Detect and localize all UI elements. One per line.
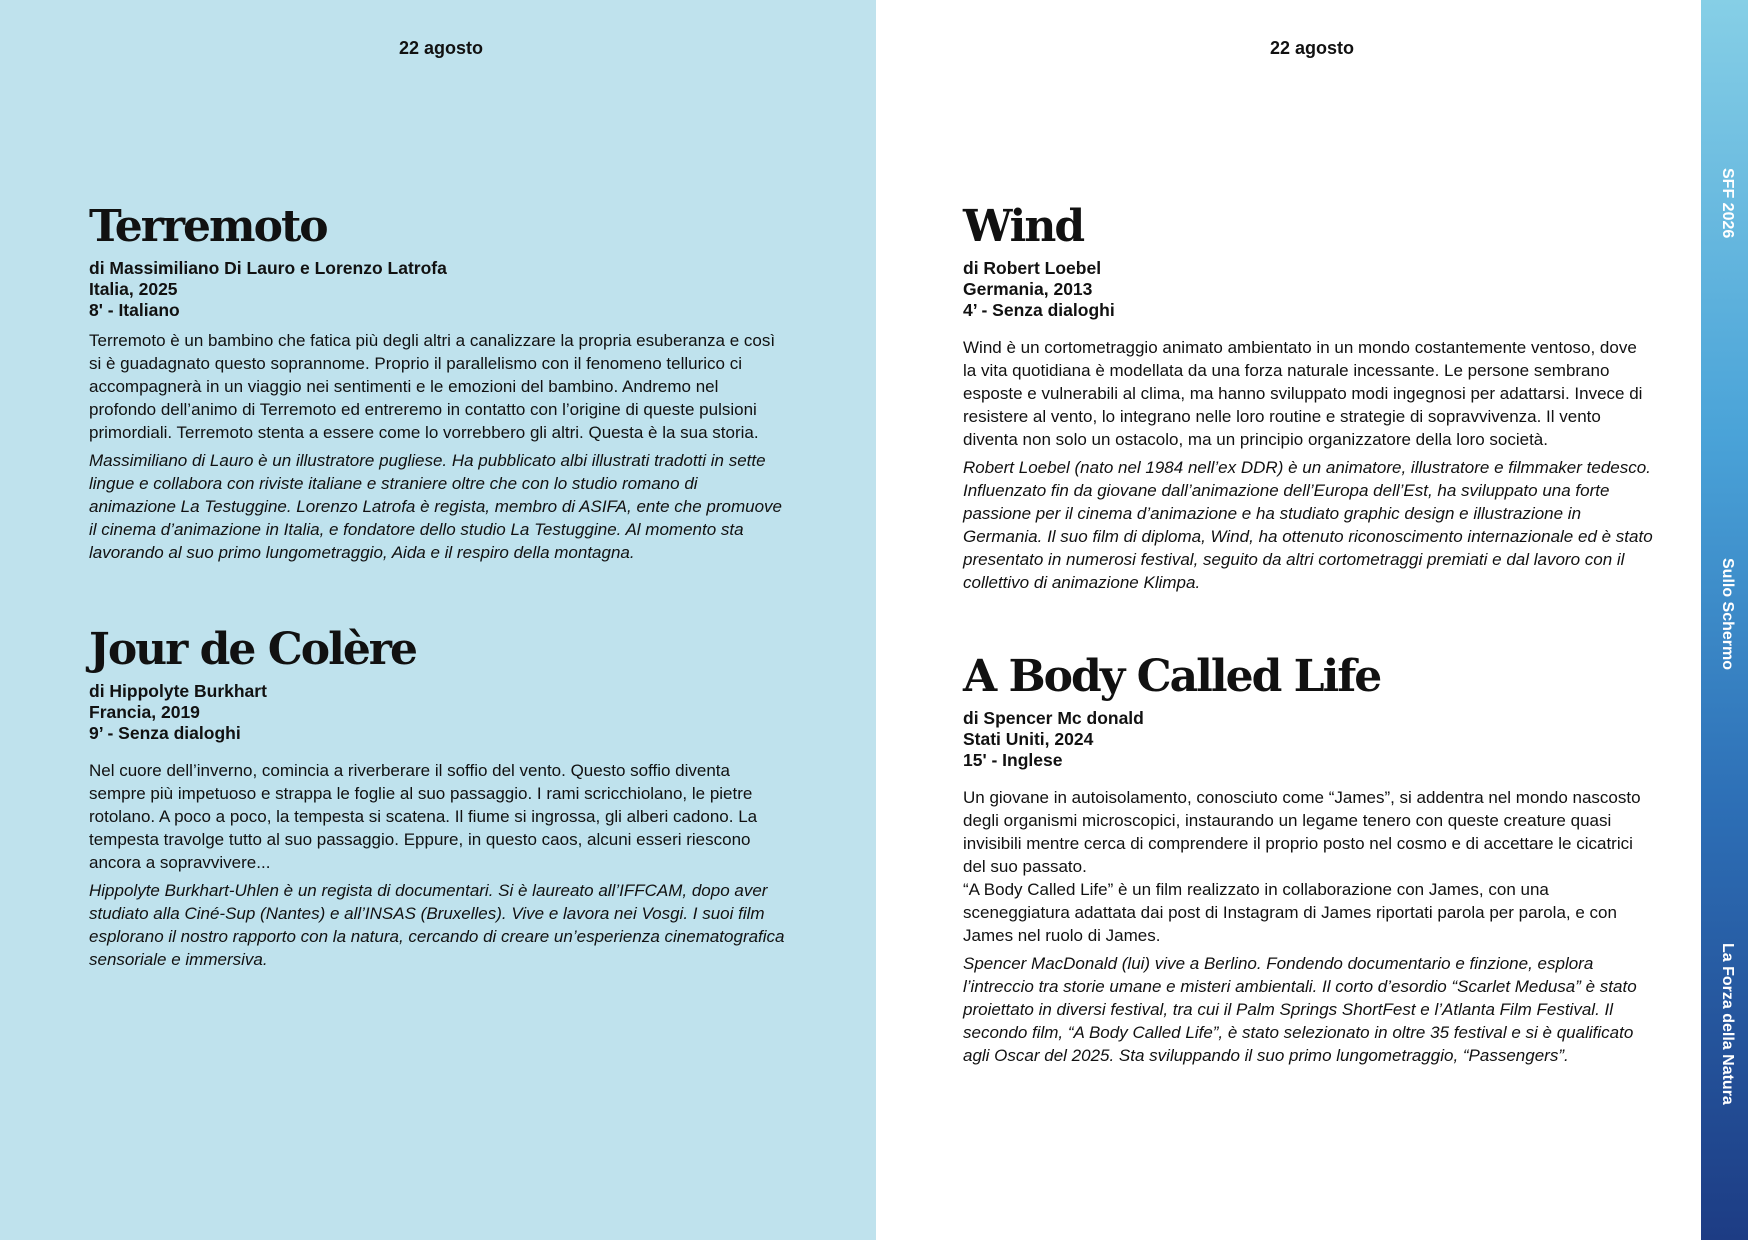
film-wind: [963, 201, 1653, 594]
film-jour-de-colere: [89, 624, 789, 971]
side-label-section: Sullo Schermo: [1719, 558, 1736, 671]
left-page-date: 22 agosto: [398, 38, 484, 58]
side-label-festival: SFF 2026: [1719, 168, 1736, 239]
film-synopsis: Nel cuore dell’inverno, comincia a riverberare il soffio del vento. Questo soffio diventa sempre più impetuoso e strappa le foglie al suo passaggio. I rami scricchiolano, le pietre rotolano. A poco a poco, la tempesta si scatena. Il fiume si ingrossa, gli alberi cadono. La tempesta travolge tutto al suo passaggio. Eppure, in questo caos, alcuni esseri riescono ancora a sopravvivere...: [89, 761, 758, 873]
right-page-date: 22 agosto: [1269, 38, 1355, 58]
film-bio: Robert Loebel (nato nel 1984 nell’ex DDR) è un animatore, illustratore e filmmaker tedesco. Influenzato fin da giovane dall’animazione dell’Europa dell’Est, ha sviluppato una forte passione per il cinema d’animazione e ha studiato graphic design e illustrazione in Germania. Il suo film di diploma, Wind, ha ottenuto riconoscimento internazionale ed è stato presentato in numerosi festival, seguito da altri cortometraggi premiati e dal lavoro con il collettivo di animazione Klimpa.: [963, 458, 1653, 593]
film-country-year: Germania, 2013: [963, 279, 1093, 300]
film-title: Terremoto: [89, 201, 327, 252]
film-director: di Robert Loebel: [963, 258, 1102, 279]
film-duration-language: 9’ - Senza dialoghi: [89, 723, 241, 744]
film-duration-language: 8' - Italiano: [89, 300, 180, 321]
film-synopsis: Un giovane in autoisolamento, conosciuto come “James”, si addentra nel mondo nascosto degli organismi microscopici, instaurando un legame tenero con queste creature quasi invisibili mentre cerca di comprendere il proprio posto nel cosmo e di accettare le cicatrici del suo passato.: [963, 788, 1641, 877]
film-duration-language: 15' - Inglese: [963, 750, 1063, 771]
film-bio: Hippolyte Burkhart-Uhlen è un regista di documentari. Si è laureato all’IFFCAM, dopo aver studiato alla Ciné-Sup (Nantes) e all’INSAS (Bruxelles). Vive e lavora nei Vosgi. I suoi film esplorano il nostro rapporto con la natura, cercando di creare un’esperienza cinematografica sensoriale e immersiva.: [89, 881, 785, 970]
film-title: Jour de Colère: [89, 624, 416, 675]
side-label-theme: La Forza della Natura: [1719, 943, 1736, 1105]
film-synopsis-continued: “A Body Called Life” è un film realizzato in collaborazione con James, con una sceneggiatura adattata dai post di Instagram di James riportati parola per parola, e con James nel ruolo di James.: [963, 880, 1617, 946]
film-bio: Spencer MacDonald (lui) vive a Berlino. Fondendo documentario e finzione, esplora l’intreccio tra storie umane e misteri ambientali. Il corto d’esordio “Scarlet Medusa” è stato proiettato in diversi festival, tra cui il Palm Springs ShortFest e l’Atlanta Film Festival. Il secondo film, “A Body Called Life”, è stato selezionato in oltre 35 festival e si è qualificato agli Oscar del 2025. Sta sviluppando il suo primo lungometraggio, “Passengers”.: [963, 954, 1637, 1066]
film-director: di Massimiliano Di Lauro e Lorenzo Latrofa: [89, 258, 447, 279]
film-a-body-called-life: [963, 651, 1653, 1067]
film-terremoto: [89, 201, 789, 564]
film-director: di Spencer Mc donald: [963, 708, 1144, 729]
film-synopsis: Wind è un cortometraggio animato ambientato in un mondo costantemente ventoso, dove la vita quotidiana è modellata da una forza naturale incessante. Le persone sembrano esposte e vulnerabili al clima, ma hanno sviluppato modi ingegnosi per adattarsi. Invece di resistere al vento, lo integrano nelle loro routine e strategie di sopravvivenza. Il vento diventa non solo un ostacolo, ma un principio organizzatore della loro società.: [963, 338, 1643, 450]
film-country-year: Francia, 2019: [89, 702, 200, 723]
film-synopsis: Terremoto è un bambino che fatica più degli altri a canalizzare la propria esuberanza e così si è guadagnato questo soprannome. Proprio il parallelismo con il fenomeno tellurico ci accompagnerà in un viaggio nei sentimenti e le emozioni del bambino. Andremo nel profondo dell’animo di Terremoto ed entreremo in contatto con l’origine di queste pulsioni primordiali. Terremoto stenta a essere come lo vorrebbero gli altri. Questa è la sua storia.: [89, 331, 776, 443]
film-country-year: Stati Uniti, 2024: [963, 729, 1094, 750]
film-duration-language: 4’ - Senza dialoghi: [963, 300, 1115, 321]
film-bio: Massimiliano di Lauro è un illustratore pugliese. Ha pubblicato albi illustrati tradotti in sette lingue e collabora con riviste italiane e straniere oltre che con lo studio romano di animazione La Testuggine. Lorenzo Latrofa è regista, membro di ASIFA, ente che promuove il cinema d’animazione in Italia, e fondatore dello studio La Testuggine. Al momento sta lavorando al suo primo lungometraggio, Aida e il respiro della montagna.: [89, 451, 782, 563]
film-title: A Body Called Life: [963, 651, 1381, 702]
film-country-year: Italia, 2025: [89, 279, 178, 300]
film-title: Wind: [963, 201, 1084, 252]
film-director: di Hippolyte Burkhart: [89, 681, 267, 702]
